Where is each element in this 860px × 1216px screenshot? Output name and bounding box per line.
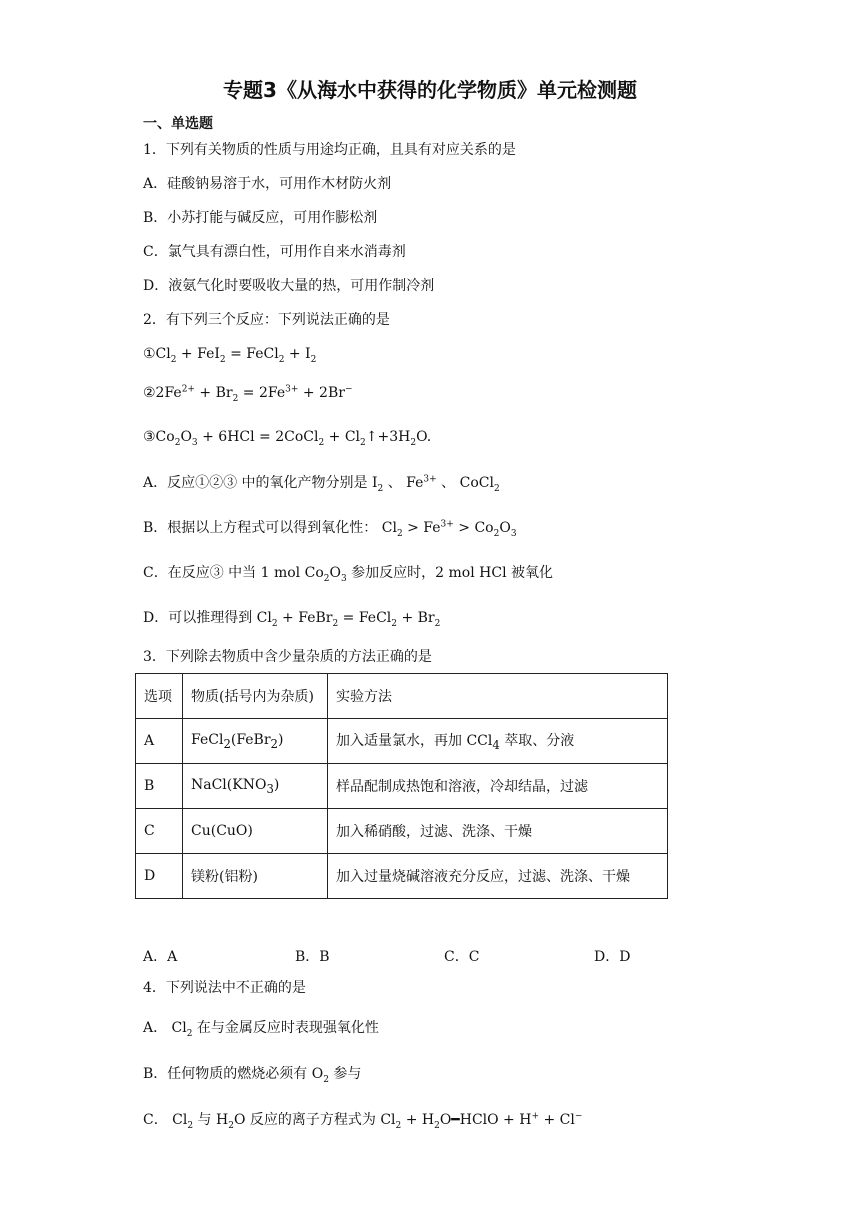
q2-option-d: D．可以推理得到 $Cl_2$ + FeBr$_2$ = FeCl$_2$ + $Br_2$ (143, 610, 441, 629)
option-cell: C (136, 809, 183, 854)
substance-cell: $NaCl(KNO_3)$ (183, 764, 328, 809)
q2-option-b: B．根据以上方程式可以得到氧化性： $Cl_2 > Fe^{3+} > Co_2O_3$ (143, 519, 517, 539)
table-row (136, 809, 668, 854)
table-row (136, 764, 668, 809)
page-title: 专题3《从海水中获得的化学物质》单元检测题 (223, 78, 637, 102)
option-cell: B (136, 764, 183, 809)
table-row (136, 719, 668, 764)
q1-option-d: D．液氨气化时要吸收大量的热，可用作制冷剂 (143, 278, 435, 294)
q4-stem: 4．下列说法中不正确的是 (143, 980, 306, 996)
header-cell: 选项 (136, 674, 183, 719)
q1-option-b: B．小苏打能与碱反应，可用作膨松剂 (143, 210, 378, 226)
header-cell: 物质(括号内为杂质) (183, 674, 328, 719)
q2-option-c: C．在反应③ 中当 1 mol $Co_2O_3$ 参加反应时，2 mol HCl 被氧化 (143, 565, 553, 584)
q4-option-c: C． $Cl_2$ 与 $H_2O$ 反应的离子方程式为 $Cl_2$ + $H_2O━HClO + H^+ + Cl^-$ (143, 1111, 583, 1131)
q2-reaction-2: $②2Fe^{2+} + Br_2 = 2Fe^{3+} + 2Br^-$ (143, 384, 353, 404)
q2-reaction-1: $①Cl_2 + FeI_2$ = FeCl$_2$ + $I_2$ (143, 346, 317, 365)
q3-table (135, 673, 668, 899)
header-cell: 实验方法 (328, 674, 668, 719)
q4-option-b: B．任何物质的燃烧必须有 $O_2$ 参与 (143, 1066, 362, 1085)
q2-reaction-3: $③Co_2O_3 + 6HCl$ = 2CoCl$_2$ + $Cl_2↑+3H_2O$. (143, 429, 432, 448)
q1-stem: 1．下列有关物质的性质与用途均正确，且具有对应关系的是 (143, 142, 516, 158)
substance-cell: 镁粉(铝粉) (183, 854, 328, 899)
option-cell: A (136, 719, 183, 764)
q2-stem: 2．有下列三个反应：下列说法正确的是 (143, 312, 390, 328)
q3-answer-b: B．B (295, 949, 330, 965)
substance-cell: FeCl$_2$(FeBr$_2$) (183, 719, 328, 764)
q1-option-a: A．硅酸钠易溶于水，可用作木材防火剂 (143, 176, 392, 192)
method-cell: 加入稀硝酸，过滤、洗涤、干燥 (328, 809, 668, 854)
substance-cell: Cu(CuO) (183, 809, 328, 854)
q3-stem: 3．下列除去物质中含少量杂质的方法正确的是 (143, 649, 432, 665)
method-cell: 加入适量氯水，再加 CCl$_4$ 萃取、分液 (328, 719, 668, 764)
option-cell: D (136, 854, 183, 899)
table-row (136, 854, 668, 899)
q3-answer-d: D．D (594, 949, 631, 965)
section-heading: 一、单选题 (143, 116, 213, 132)
q3-answer-a: A．A (143, 949, 178, 965)
q3-answer-c: C．C (444, 949, 480, 965)
table-header-row (136, 674, 668, 719)
method-cell: 样品配制成热饱和溶液，冷却结晶，过滤 (328, 764, 668, 809)
method-cell: 加入过量烧碱溶液充分反应，过滤、洗涤、干燥 (328, 854, 668, 899)
q4-option-a: A． $Cl_2$ 在与金属反应时表现强氧化性 (143, 1020, 379, 1039)
q1-option-c: C．氯气具有漂白性，可用作自来水消毒剂 (143, 244, 406, 260)
q2-option-a: A．反应①②③ 中的氧化产物分别是 $I_2$ 、 $Fe^{3+}$ 、 CoCl$_2$ (143, 474, 500, 494)
